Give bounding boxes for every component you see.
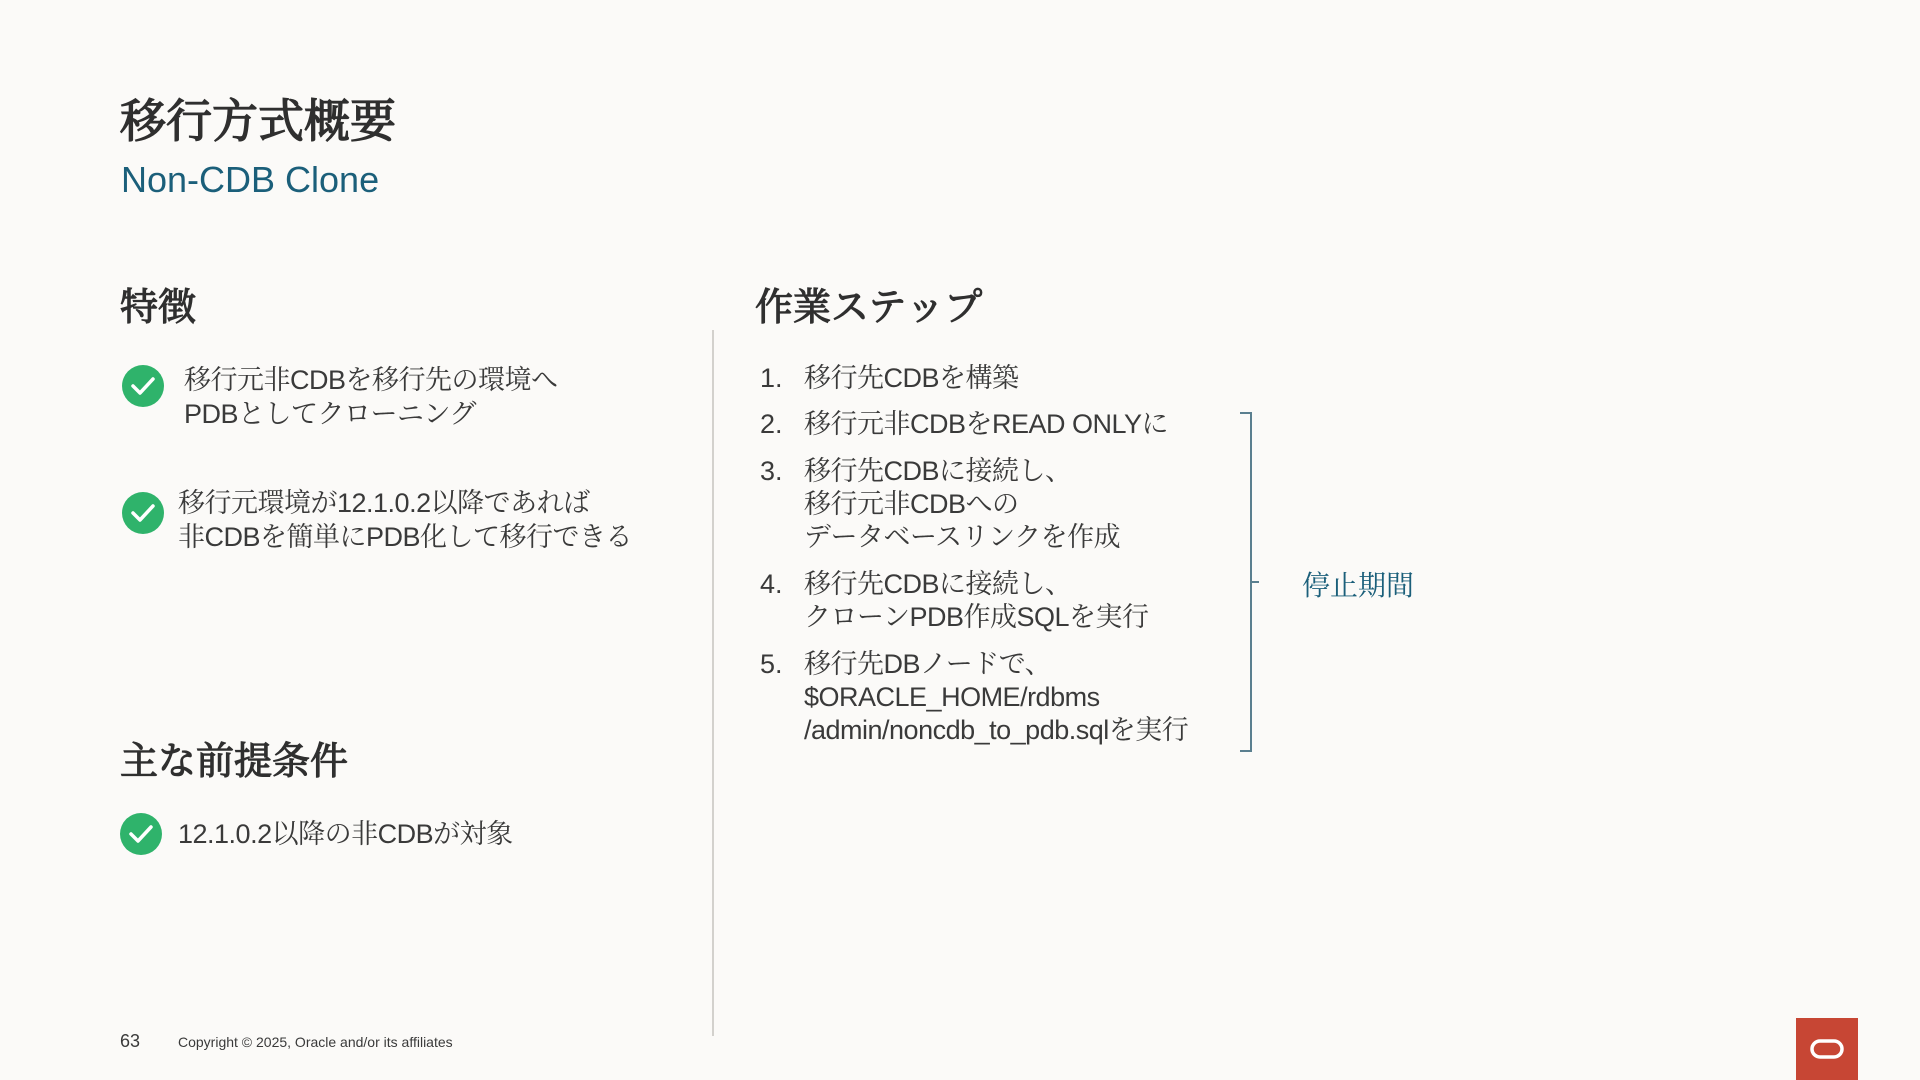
prerequisites-heading: 主な前提条件 [120,741,349,783]
step-text: 移行先DBノードで、 $ORACLE_HOME/rdbms /admin/noncdb_to_pdb.sqlを実行 [804,649,1189,745]
step-text: 移行先CDBに接続し、 移行元非CDBへの データベースリンクを作成 [804,456,1121,552]
step-item [760,568,1280,634]
check-circle-icon [120,813,162,855]
check-circle-icon [122,492,164,534]
step-text: 移行先CDBに接続し、 クローンPDB作成SQLを実行 [804,569,1149,632]
feature-text: 移行元非CDBを移行先の環境へ PDBとしてクローニング [184,365,558,429]
step-number: 5. [760,649,783,679]
feature-item [122,365,558,431]
prerequisite-item [120,813,513,855]
column-divider [712,330,714,1036]
feature-item [122,488,633,554]
downtime-label: 停止期間 [1302,570,1415,601]
step-item [760,455,1280,554]
oracle-logo-icon [1796,1018,1858,1080]
step-text: 移行元非CDBをREAD ONLYに [804,409,1169,439]
slide-subtitle: Non-CDB Clone [121,159,380,200]
step-item [760,408,1280,441]
copyright-text: Copyright © 2025, Oracle and/or its affiliates [178,1034,453,1050]
step-item [760,648,1280,747]
prerequisite-text: 12.1.0.2以降の非CDBが対象 [178,819,513,849]
downtime-bracket-tick [1250,581,1259,583]
slide-title: 移行方式概要 [120,95,396,147]
step-number: 2. [760,409,783,439]
steps-heading: 作業ステップ [755,287,983,329]
step-number: 4. [760,569,783,599]
feature-text: 移行元環境が12.1.0.2以降であれば 非CDBを簡単にPDB化して移行できる [178,488,633,552]
step-text: 移行先CDBを構築 [804,363,1019,393]
step-item [760,362,1280,395]
step-number: 1. [760,363,783,393]
page-number: 63 [120,1031,141,1051]
step-number: 3. [760,456,783,486]
features-heading: 特徴 [120,287,197,329]
check-circle-icon [122,365,164,407]
